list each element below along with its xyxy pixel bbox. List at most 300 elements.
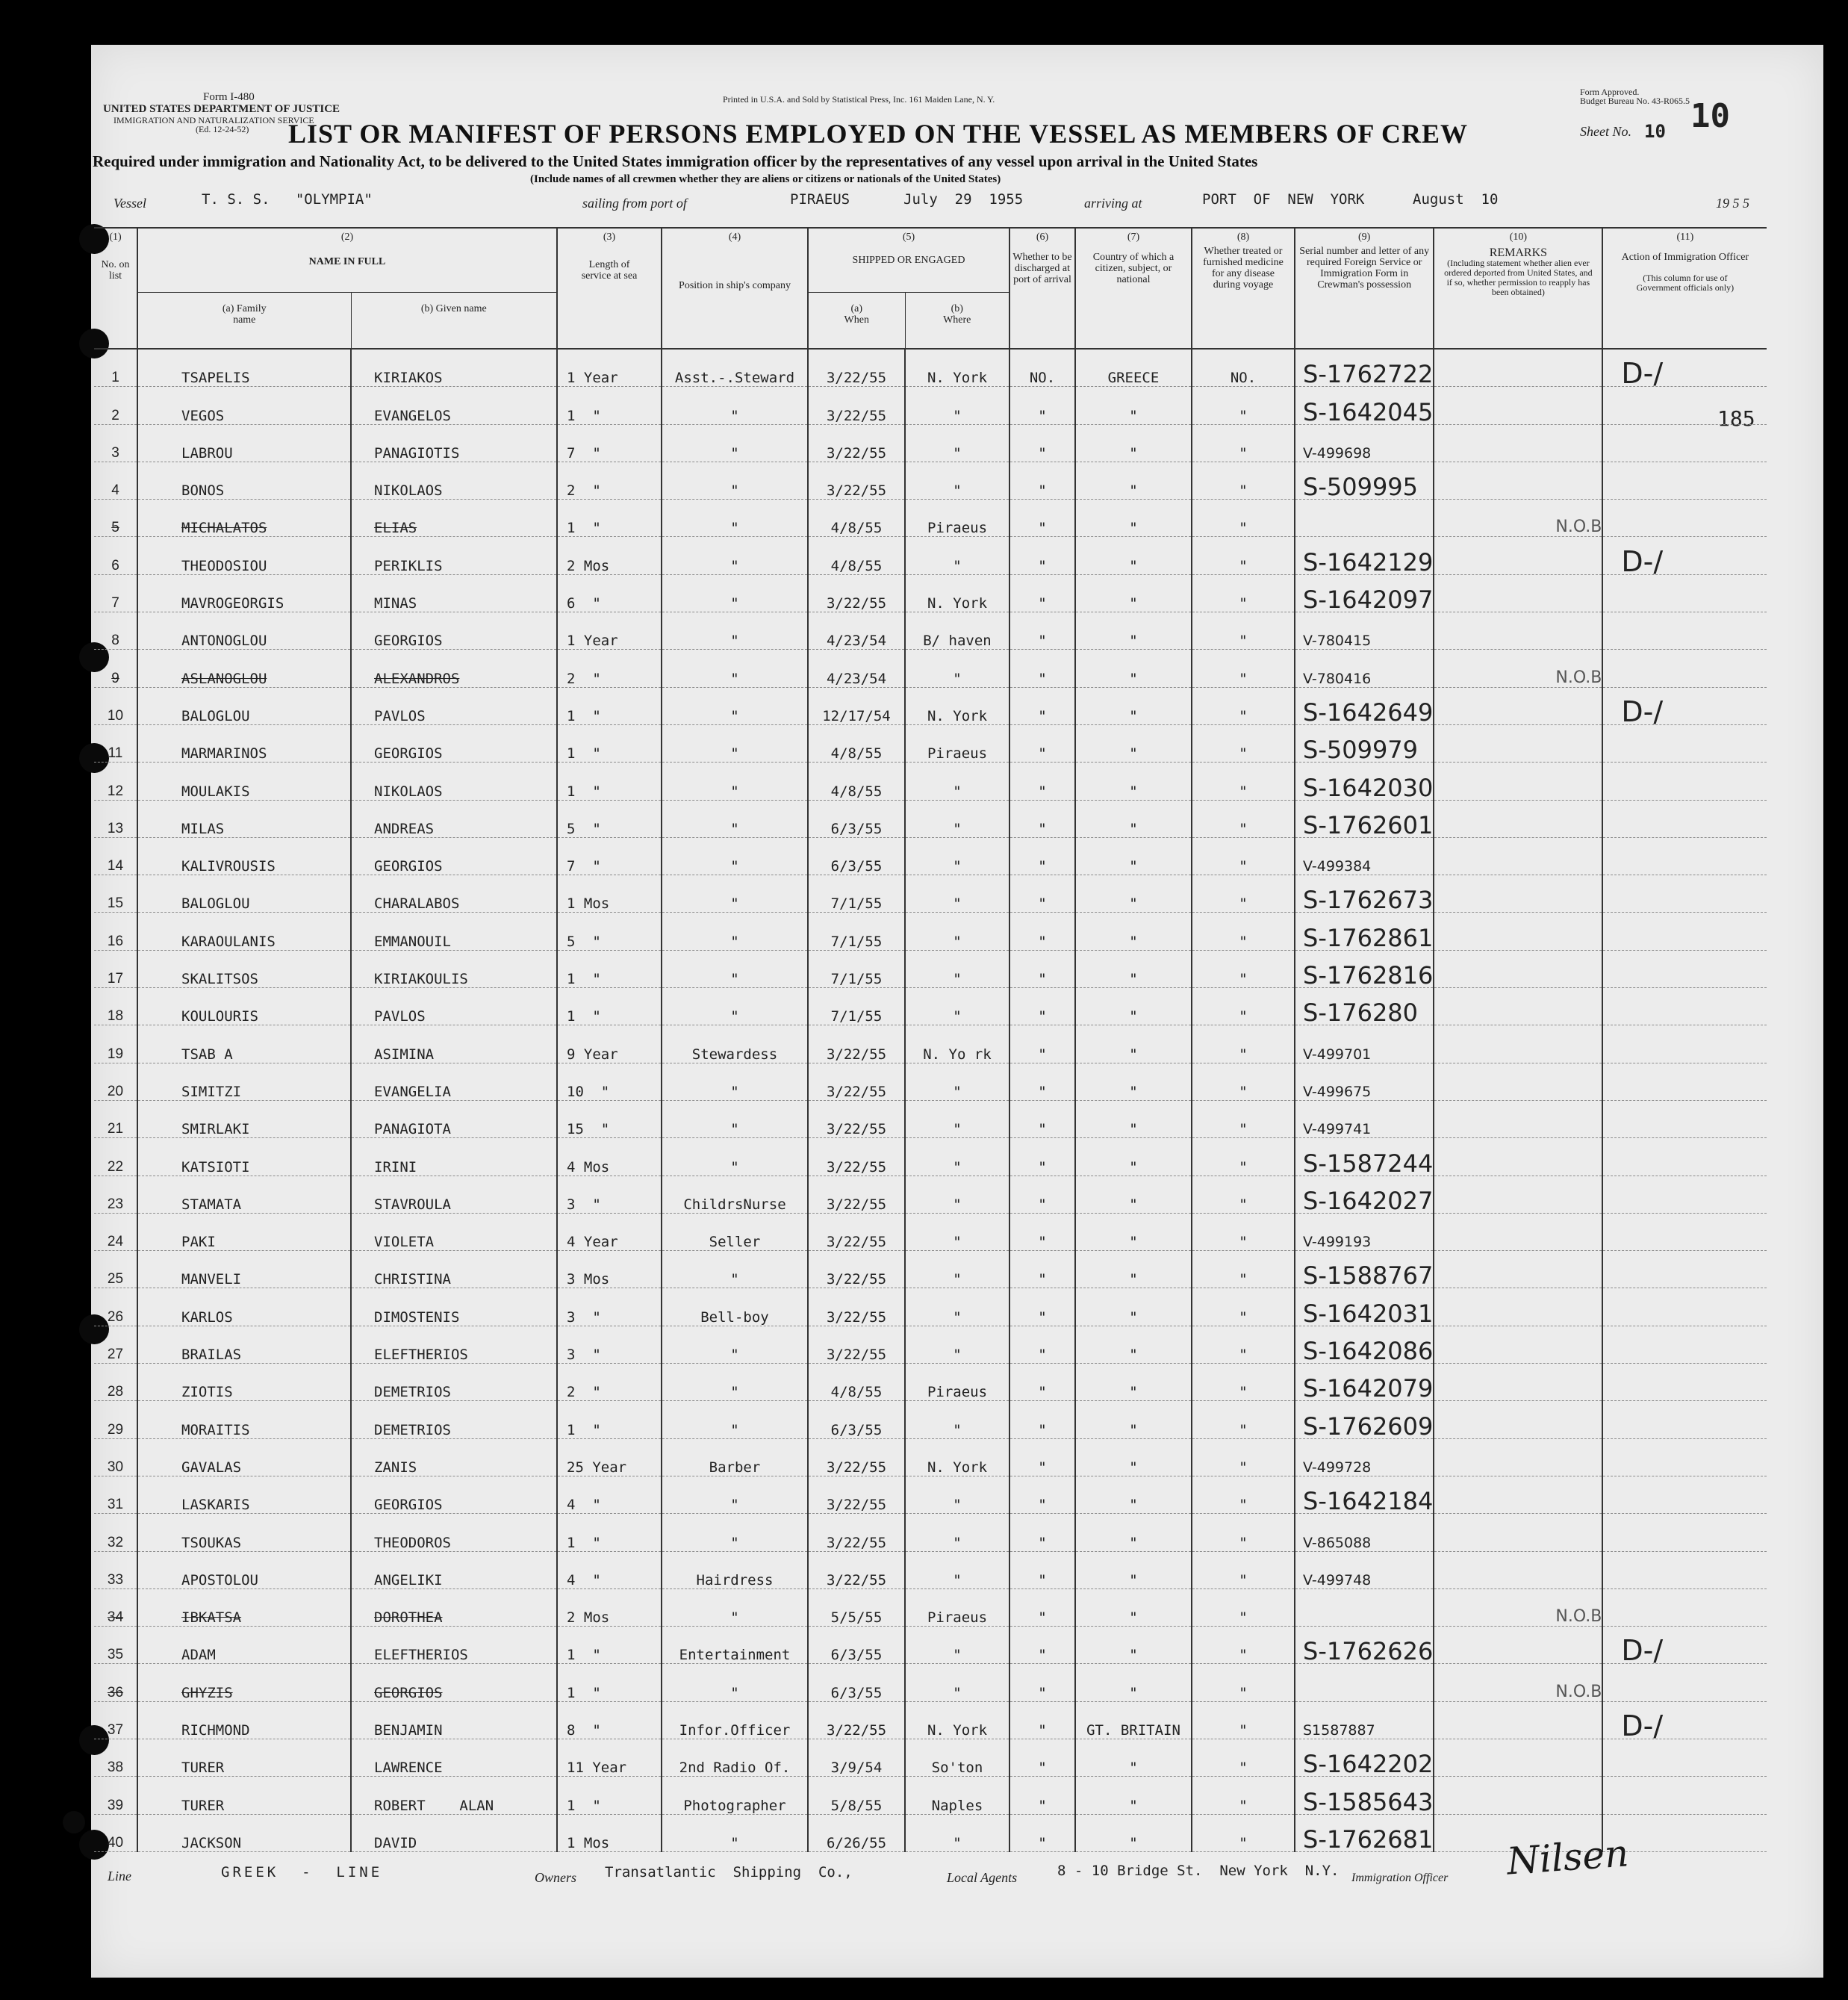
- header-serial: (9) Serial number and letter of any required Foreign Service or Immigration Form in Crewman's possession: [1295, 228, 1434, 349]
- shipped-where: B/ haven: [905, 612, 1009, 650]
- serial-number: V-499698: [1295, 424, 1434, 462]
- shipped-where: ": [905, 387, 1009, 424]
- length-of-service: 2 ": [557, 462, 662, 499]
- given-name: PANAGIOTA: [351, 1100, 557, 1137]
- serial-number: S-1762601: [1295, 800, 1434, 837]
- length-of-service: 5 ": [557, 800, 662, 837]
- row-number: 11: [94, 724, 137, 762]
- shipped-when: 6/3/55: [808, 1627, 905, 1664]
- agents-address: 8 - 10 Bridge St. New York N.Y.: [1057, 1863, 1340, 1879]
- discharged: ": [1009, 1664, 1075, 1701]
- table-row: [94, 650, 1767, 687]
- remarks: [1434, 462, 1602, 499]
- medicine: NO.: [1192, 349, 1295, 387]
- medicine: ": [1192, 875, 1295, 913]
- medicine: ": [1192, 950, 1295, 987]
- given-name: GEORGIOS: [351, 724, 557, 762]
- family-name: MORAITIS: [137, 1401, 351, 1438]
- family-name: BALOGLOU: [137, 875, 351, 913]
- remarks: [1434, 537, 1602, 574]
- position: ": [662, 763, 808, 800]
- remarks: [1434, 1551, 1602, 1588]
- discharged: ": [1009, 650, 1075, 687]
- immigration-action: [1602, 500, 1767, 537]
- discharged: ": [1009, 1401, 1075, 1438]
- shipped-where: N. Yo rk: [905, 1025, 1009, 1063]
- discharged: ": [1009, 462, 1075, 499]
- shipped-where: ": [905, 1514, 1009, 1551]
- row-number: 3: [94, 424, 137, 462]
- family-name: PAKI: [137, 1213, 351, 1250]
- shipped-where: ": [905, 1664, 1009, 1701]
- remarks: N.O.B: [1434, 1664, 1602, 1701]
- length-of-service: 1 Mos: [557, 875, 662, 913]
- table-row: [94, 1025, 1767, 1063]
- country: ": [1075, 1364, 1192, 1401]
- given-name: ELIAS: [351, 500, 557, 537]
- row-number: 35: [94, 1627, 137, 1664]
- family-name: BALOGLOU: [137, 687, 351, 724]
- given-name: DIMOSTENIS: [351, 1288, 557, 1326]
- country: ": [1075, 574, 1192, 612]
- shipped-where: ": [905, 1476, 1009, 1513]
- position: ": [662, 875, 808, 913]
- table-row: [94, 1438, 1767, 1476]
- row-number: 5: [94, 500, 137, 537]
- row-number: 22: [94, 1138, 137, 1176]
- family-name: TSAB A: [137, 1025, 351, 1063]
- shipped-when: 7/1/55: [808, 875, 905, 913]
- remarks: [1434, 1364, 1602, 1401]
- family-name: KARAOULANIS: [137, 913, 351, 950]
- discharged: ": [1009, 1138, 1075, 1176]
- length-of-service: 1 ": [557, 763, 662, 800]
- table-header: [94, 228, 1767, 349]
- serial-number: V-499701: [1295, 1025, 1434, 1063]
- shipped-when: 6/26/55: [808, 1814, 905, 1851]
- medicine: ": [1192, 500, 1295, 537]
- row-number: 8: [94, 612, 137, 650]
- country: ": [1075, 1664, 1192, 1701]
- family-name: SKALITSOS: [137, 950, 351, 987]
- length-of-service: 1 Year: [557, 612, 662, 650]
- medicine: ": [1192, 574, 1295, 612]
- remarks: [1434, 1777, 1602, 1814]
- medicine: ": [1192, 1213, 1295, 1250]
- remarks: [1434, 574, 1602, 612]
- serial-number: S-1642129: [1295, 537, 1434, 574]
- family-name: BRAILAS: [137, 1326, 351, 1363]
- immigration-action: [1602, 1213, 1767, 1250]
- medicine: ": [1192, 687, 1295, 724]
- table-row: [94, 500, 1767, 537]
- remarks: [1434, 1213, 1602, 1250]
- header-family-name: (a) Family name: [137, 292, 351, 349]
- discharged: ": [1009, 1176, 1075, 1213]
- length-of-service: 7 ": [557, 424, 662, 462]
- country: ": [1075, 988, 1192, 1025]
- table-row: [94, 1514, 1767, 1551]
- medicine: ": [1192, 1176, 1295, 1213]
- immigration-action: D-/: [1602, 349, 1767, 387]
- owners-label: Owners: [535, 1870, 577, 1885]
- position: ": [662, 1138, 808, 1176]
- shipped-where: ": [905, 837, 1009, 875]
- medicine: ": [1192, 1777, 1295, 1814]
- shipped-where: ": [905, 650, 1009, 687]
- country: ": [1075, 1627, 1192, 1664]
- family-name: MILAS: [137, 800, 351, 837]
- country: ": [1075, 763, 1192, 800]
- immigration-action: [1602, 1138, 1767, 1176]
- serial-number: S-1585643: [1295, 1777, 1434, 1814]
- shipped-where: ": [905, 1251, 1009, 1288]
- medicine: ": [1192, 1364, 1295, 1401]
- remarks: [1434, 1326, 1602, 1363]
- family-name: TURER: [137, 1777, 351, 1814]
- remarks: [1434, 1627, 1602, 1664]
- shipped-when: 3/22/55: [808, 1514, 905, 1551]
- country: ": [1075, 950, 1192, 987]
- serial-number: S-1642184: [1295, 1476, 1434, 1513]
- family-name: RICHMOND: [137, 1701, 351, 1739]
- discharged: ": [1009, 1364, 1075, 1401]
- medicine: ": [1192, 1326, 1295, 1363]
- given-name: ELEFTHERIOS: [351, 1627, 557, 1664]
- medicine: ": [1192, 1739, 1295, 1776]
- medicine: ": [1192, 387, 1295, 424]
- discharged: ": [1009, 1627, 1075, 1664]
- given-name: LAWRENCE: [351, 1739, 557, 1776]
- shipped-when: 3/22/55: [808, 1288, 905, 1326]
- family-name: MICHALATOS: [137, 500, 351, 537]
- country: ": [1075, 1251, 1192, 1288]
- row-number: 40: [94, 1814, 137, 1851]
- header-country: (7) Country of which a citizen, subject, or national: [1075, 228, 1192, 349]
- crew-rows: [94, 349, 1767, 1851]
- family-name: JACKSON: [137, 1814, 351, 1851]
- country: ": [1075, 462, 1192, 499]
- shipped-when: 3/9/54: [808, 1739, 905, 1776]
- table-row: [94, 1176, 1767, 1213]
- immigration-action: [1602, 1777, 1767, 1814]
- row-number: 29: [94, 1401, 137, 1438]
- length-of-service: 1 ": [557, 724, 662, 762]
- table-row: [94, 1664, 1767, 1701]
- position: ": [662, 1401, 808, 1438]
- shipped-when: 3/22/55: [808, 1138, 905, 1176]
- remarks: [1434, 1251, 1602, 1288]
- immigration-action: [1602, 1588, 1767, 1626]
- discharged: ": [1009, 875, 1075, 913]
- given-name: CHRISTINA: [351, 1251, 557, 1288]
- length-of-service: 1 ": [557, 950, 662, 987]
- medicine: ": [1192, 763, 1295, 800]
- table-row: [94, 1627, 1767, 1664]
- serial-number: S-1642027: [1295, 1176, 1434, 1213]
- length-of-service: 4 ": [557, 1476, 662, 1513]
- family-name: ANTONOGLOU: [137, 612, 351, 650]
- discharged: ": [1009, 1814, 1075, 1851]
- port-of-arrival: PORT OF NEW YORK: [1202, 191, 1365, 208]
- remarks: [1434, 1176, 1602, 1213]
- country: ": [1075, 1176, 1192, 1213]
- sailing-label: sailing from port of: [582, 196, 687, 211]
- table-row: [94, 1288, 1767, 1326]
- given-name: DEMETRIOS: [351, 1401, 557, 1438]
- serial-number: [1295, 500, 1434, 537]
- given-name: PAVLOS: [351, 687, 557, 724]
- row-number: 38: [94, 1739, 137, 1776]
- given-name: DEMETRIOS: [351, 1364, 557, 1401]
- serial-number: S-1642045: [1295, 387, 1434, 424]
- shipped-where: N. York: [905, 574, 1009, 612]
- shipped-where: Naples: [905, 1777, 1009, 1814]
- immigration-action: [1602, 462, 1767, 499]
- remarks: [1434, 424, 1602, 462]
- length-of-service: 1 Mos: [557, 1814, 662, 1851]
- country: ": [1075, 1514, 1192, 1551]
- family-name: KALIVROUSIS: [137, 837, 351, 875]
- length-of-service: 4 Year: [557, 1213, 662, 1250]
- medicine: ": [1192, 424, 1295, 462]
- shipped-where: Piraeus: [905, 724, 1009, 762]
- table-row: [94, 1476, 1767, 1513]
- family-name: MOULAKIS: [137, 763, 351, 800]
- position: ChildrsNurse: [662, 1176, 808, 1213]
- position: ": [662, 1100, 808, 1137]
- serial-number: S-1642097: [1295, 574, 1434, 612]
- given-name: NIKOLAOS: [351, 462, 557, 499]
- medicine: ": [1192, 462, 1295, 499]
- shipped-when: 3/22/55: [808, 1025, 905, 1063]
- country: ": [1075, 1138, 1192, 1176]
- length-of-service: 10 ": [557, 1063, 662, 1100]
- length-of-service: 1 ": [557, 1401, 662, 1438]
- row-number: 2: [94, 387, 137, 424]
- row-number: 37: [94, 1701, 137, 1739]
- table-row: [94, 1138, 1767, 1176]
- remarks: [1434, 687, 1602, 724]
- shipped-where: ": [905, 462, 1009, 499]
- given-name: EMMANOUIL: [351, 913, 557, 950]
- immigration-action: [1602, 650, 1767, 687]
- country: ": [1075, 800, 1192, 837]
- shipped-when: 3/22/55: [808, 349, 905, 387]
- shipped-where: N. York: [905, 1438, 1009, 1476]
- discharged: ": [1009, 424, 1075, 462]
- shipped-where: ": [905, 537, 1009, 574]
- medicine: ": [1192, 1701, 1295, 1739]
- shipped-when: 3/22/55: [808, 424, 905, 462]
- officer-label: Immigration Officer: [1351, 1872, 1449, 1884]
- position: ": [662, 462, 808, 499]
- serial-number: V-499675: [1295, 1063, 1434, 1100]
- family-name: KARLOS: [137, 1288, 351, 1326]
- immigration-action: [1602, 837, 1767, 875]
- immigration-action: [1602, 1364, 1767, 1401]
- length-of-service: 9 Year: [557, 1025, 662, 1063]
- shipped-when: 5/5/55: [808, 1588, 905, 1626]
- position: Seller: [662, 1213, 808, 1250]
- shipped-when: 7/1/55: [808, 950, 905, 987]
- table-row: [94, 1251, 1767, 1288]
- serial-number: S-1762861: [1295, 913, 1434, 950]
- family-name: TURER: [137, 1739, 351, 1776]
- medicine: ": [1192, 988, 1295, 1025]
- owners-name: Transatlantic Shipping Co.,: [605, 1864, 853, 1881]
- shipped-when: 12/17/54: [808, 687, 905, 724]
- discharged: ": [1009, 1476, 1075, 1513]
- given-name: ROBERT ALAN: [351, 1777, 557, 1814]
- line-name: GREEK - LINE: [221, 1864, 383, 1881]
- immigration-action: [1602, 1176, 1767, 1213]
- discharged: ": [1009, 500, 1075, 537]
- immigration-action: [1602, 1326, 1767, 1363]
- position: ": [662, 1326, 808, 1363]
- family-name: SIMITZI: [137, 1063, 351, 1100]
- row-number: 14: [94, 837, 137, 875]
- remarks: [1434, 1138, 1602, 1176]
- remarks: [1434, 1701, 1602, 1739]
- serial-number: [1295, 1664, 1434, 1701]
- row-number: 19: [94, 1025, 137, 1063]
- agents-label: Local Agents: [947, 1870, 1018, 1885]
- remarks: [1434, 612, 1602, 650]
- country: ": [1075, 1401, 1192, 1438]
- country: ": [1075, 875, 1192, 913]
- row-number: 39: [94, 1777, 137, 1814]
- family-name: TSOUKAS: [137, 1514, 351, 1551]
- table-row: [94, 1213, 1767, 1250]
- country: ": [1075, 1063, 1192, 1100]
- row-number: 23: [94, 1176, 137, 1213]
- form-approved: Form Approved.: [1580, 87, 1640, 97]
- shipped-when: 4/23/54: [808, 612, 905, 650]
- table-row: [94, 1063, 1767, 1100]
- length-of-service: 2 Mos: [557, 537, 662, 574]
- row-number: 17: [94, 950, 137, 987]
- position: ": [662, 913, 808, 950]
- immigration-action: D-/: [1602, 537, 1767, 574]
- immigration-action: [1602, 988, 1767, 1025]
- table-row: [94, 462, 1767, 499]
- remarks: [1434, 1100, 1602, 1137]
- immigration-action: [1602, 1664, 1767, 1701]
- medicine: ": [1192, 1664, 1295, 1701]
- discharged: ": [1009, 1739, 1075, 1776]
- immigration-action: [1602, 724, 1767, 762]
- table-row: [94, 387, 1767, 424]
- row-number: 32: [94, 1514, 137, 1551]
- line-label: Line: [108, 1869, 132, 1883]
- shipped-when: 4/8/55: [808, 537, 905, 574]
- country: ": [1075, 1814, 1192, 1851]
- immigration-action: [1602, 1476, 1767, 1513]
- shipped-when: 5/8/55: [808, 1777, 905, 1814]
- form-number: Form I-480: [203, 91, 255, 103]
- family-name: STAMATA: [137, 1176, 351, 1213]
- shipped-when: 4/23/54: [808, 650, 905, 687]
- given-name: ASIMINA: [351, 1025, 557, 1063]
- row-number: 21: [94, 1100, 137, 1137]
- row-number: 6: [94, 537, 137, 574]
- family-name: LASKARIS: [137, 1476, 351, 1513]
- family-name: MANVELI: [137, 1251, 351, 1288]
- immigration-action: D-/: [1602, 687, 1767, 724]
- table-row: [94, 1701, 1767, 1739]
- row-number: 30: [94, 1438, 137, 1476]
- shipped-where: ": [905, 1138, 1009, 1176]
- remarks: [1434, 800, 1602, 837]
- include-note: (Include names of all crewmen whether they are aliens or citizens or nationals of the United States): [530, 173, 1001, 185]
- immigration-action: D-/: [1602, 1701, 1767, 1739]
- officer-signature: Nilsen: [1505, 1831, 1631, 1883]
- immigration-action: [1602, 1401, 1767, 1438]
- serial-number: S-1762673: [1295, 875, 1434, 913]
- row-number: 10: [94, 687, 137, 724]
- country: ": [1075, 724, 1192, 762]
- discharged: ": [1009, 1438, 1075, 1476]
- length-of-service: 1 ": [557, 500, 662, 537]
- remarks: [1434, 1025, 1602, 1063]
- shipped-when: 3/22/55: [808, 462, 905, 499]
- country: ": [1075, 650, 1192, 687]
- given-name: ANDREAS: [351, 800, 557, 837]
- discharged: ": [1009, 1701, 1075, 1739]
- given-name: GEORGIOS: [351, 837, 557, 875]
- table-row: [94, 1739, 1767, 1776]
- medicine: ": [1192, 650, 1295, 687]
- given-name: GEORGIOS: [351, 1476, 557, 1513]
- serial-number: [1295, 1588, 1434, 1626]
- remarks: [1434, 724, 1602, 762]
- country: ": [1075, 500, 1192, 537]
- given-name: IRINI: [351, 1138, 557, 1176]
- table-row: [94, 950, 1767, 987]
- shipped-when: 3/22/55: [808, 1476, 905, 1513]
- shipped-when: 6/3/55: [808, 1401, 905, 1438]
- row-number: 25: [94, 1251, 137, 1288]
- discharged: ": [1009, 724, 1075, 762]
- medicine: ": [1192, 1627, 1295, 1664]
- given-name: GEORGIOS: [351, 612, 557, 650]
- table-row: [94, 875, 1767, 913]
- family-name: BONOS: [137, 462, 351, 499]
- length-of-service: 8 ": [557, 1701, 662, 1739]
- row-number: 16: [94, 913, 137, 950]
- position: ": [662, 1514, 808, 1551]
- position: ": [662, 724, 808, 762]
- row-number: 34: [94, 1588, 137, 1626]
- medicine: ": [1192, 1588, 1295, 1626]
- given-name: KIRIAKOS: [351, 349, 557, 387]
- shipped-where: ": [905, 1401, 1009, 1438]
- table-row: [94, 800, 1767, 837]
- remarks: N.O.B: [1434, 650, 1602, 687]
- serial-number: V-499193: [1295, 1213, 1434, 1250]
- row-number: 13: [94, 800, 137, 837]
- immigration-action: [1602, 1288, 1767, 1326]
- length-of-service: 3 ": [557, 1326, 662, 1363]
- position: Barber: [662, 1438, 808, 1476]
- serial-number: S-1642079: [1295, 1364, 1434, 1401]
- medicine: ": [1192, 1438, 1295, 1476]
- position: ": [662, 687, 808, 724]
- given-name: EVANGELIA: [351, 1063, 557, 1100]
- departure-date: July 29 1955: [903, 191, 1024, 208]
- table-row: [94, 837, 1767, 875]
